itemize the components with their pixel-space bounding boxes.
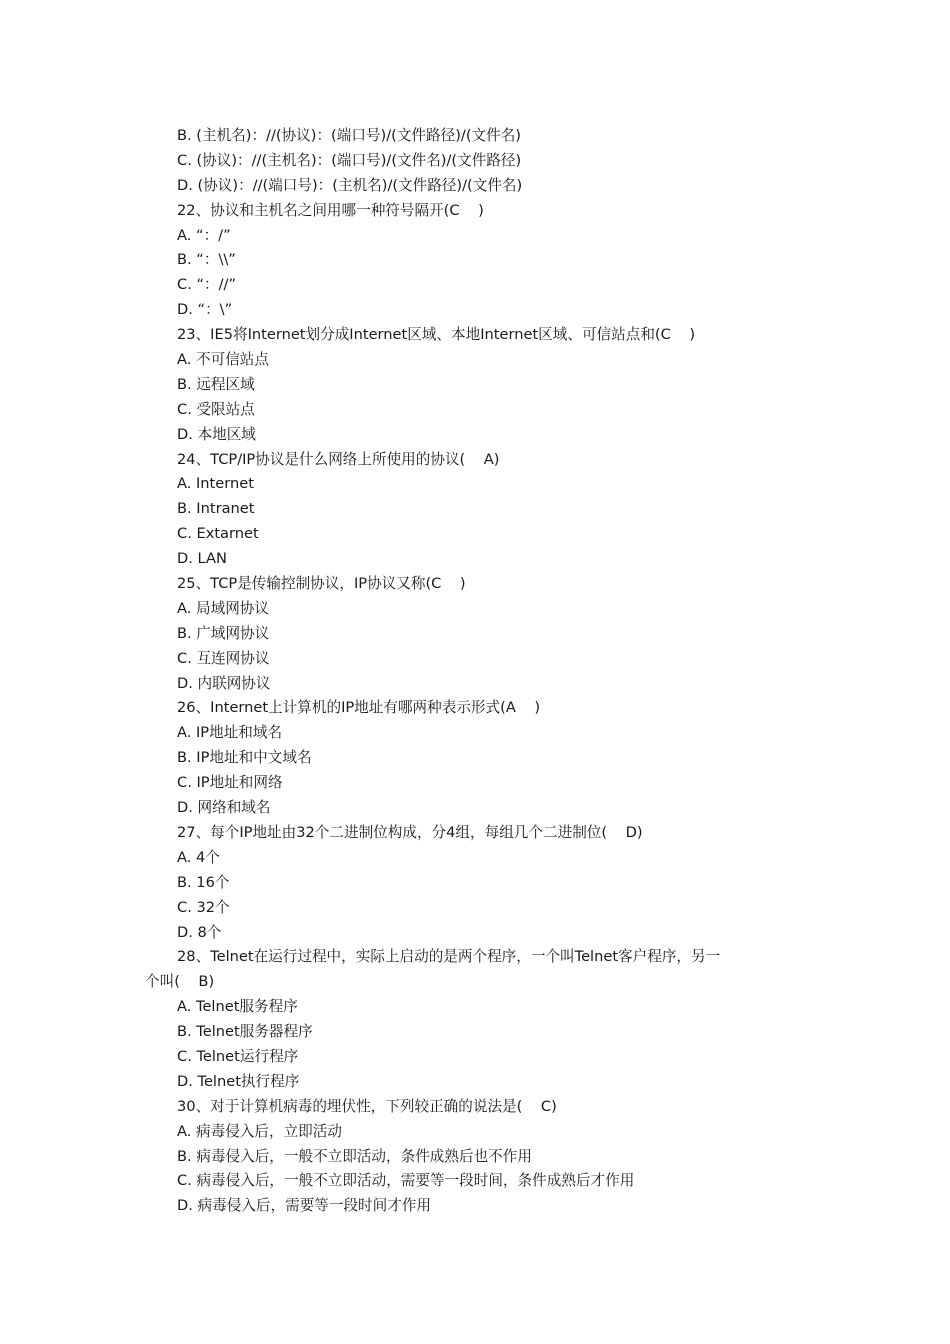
question-24: 24、TCP/IP协议是什么网络上所使用的协议( A) — [177, 450, 500, 468]
text-line: B. Telnet服务器程序 — [177, 1023, 313, 1041]
question-23: 23、IE5将Internet划分成Internet区域、本地Internet区域、可信站点和(C ) — [177, 326, 696, 344]
text-line: C. 受限站点 — [177, 400, 255, 418]
question-25: 25、TCP是传输控制协议，IP协议又称(C ) — [177, 575, 466, 593]
text-line: C. (协议)：//(主机名)：(端口号)/(文件名)/(文件路径) — [177, 151, 522, 169]
text-line: D. 内联网协议 — [177, 674, 271, 692]
question-27: 27、每个IP地址由32个二进制位构成，分4组，每组几个二进制位( D) — [177, 823, 643, 841]
text-line: C. IP地址和网络 — [177, 774, 283, 792]
text-line: D. “：\” — [177, 301, 233, 319]
text-line: D. 病毒侵入后，需要等一段时间才作用 — [177, 1197, 432, 1215]
text-line: D. 8个 — [177, 923, 222, 941]
text-line: A. 局域网协议 — [177, 599, 269, 617]
text-line: D. 网络和域名 — [177, 799, 271, 817]
text-line: B. (主机名)：//(协议)：(端口号)/(文件路径)/(文件名) — [177, 127, 521, 144]
text-line: C. “：//” — [177, 276, 237, 294]
text-line: A. 病毒侵入后，立即活动 — [177, 1122, 342, 1140]
text-line: D. (协议)：//(端口号)：(主机名)/(文件路径)/(文件名) — [177, 176, 523, 194]
text-line: D. 本地区域 — [177, 425, 256, 443]
text-line: C. Telnet运行程序 — [177, 1047, 299, 1065]
text-line: A. 4个 — [177, 848, 220, 866]
text-line: C. 互连网协议 — [177, 649, 270, 667]
text-line: B. 广域网协议 — [177, 624, 270, 642]
question-list — [145, 124, 817, 1219]
text-line: B. Intranet — [177, 500, 255, 518]
question-26: 26、Internet上计算机的IP地址有哪两种表示形式(A ) — [177, 699, 541, 717]
text-line: B. 远程区域 — [177, 375, 255, 393]
text-line: C. 病毒侵入后，一般不立即活动，需要等一段时间，条件成熟后才作用 — [177, 1172, 635, 1190]
text-line: A. 不可信站点 — [177, 351, 269, 369]
text-line: B. 病毒侵入后，一般不立即活动，条件成熟后也不作用 — [177, 1147, 532, 1165]
text-line: B. 16个 — [177, 873, 230, 891]
text-line: C. Extarnet — [177, 525, 259, 543]
text-line: C. 32个 — [177, 898, 230, 916]
text-line: B. “：\\” — [177, 251, 236, 269]
text-line: A. Internet — [177, 475, 254, 493]
text-line: A. “：/” — [177, 226, 231, 244]
text-line: D. Telnet执行程序 — [177, 1072, 300, 1090]
question-30: 30、对于计算机病毒的埋伏性，下列较正确的说法是( C) — [177, 1097, 557, 1115]
question-22: 22、协议和主机名之间用哪一种符号隔开(C ) — [177, 201, 484, 219]
text-line: B. IP地址和中文域名 — [177, 749, 312, 767]
text-line: D. LAN — [177, 550, 227, 568]
question-28-continued: 个叫( B) — [145, 973, 215, 991]
question-28: 28、Telnet在运行过程中，实际上启动的是两个程序，一个叫Telnet客户程序，另一 — [177, 948, 721, 966]
text-line: A. Telnet服务程序 — [177, 998, 298, 1016]
text-line: A. IP地址和域名 — [177, 724, 283, 742]
